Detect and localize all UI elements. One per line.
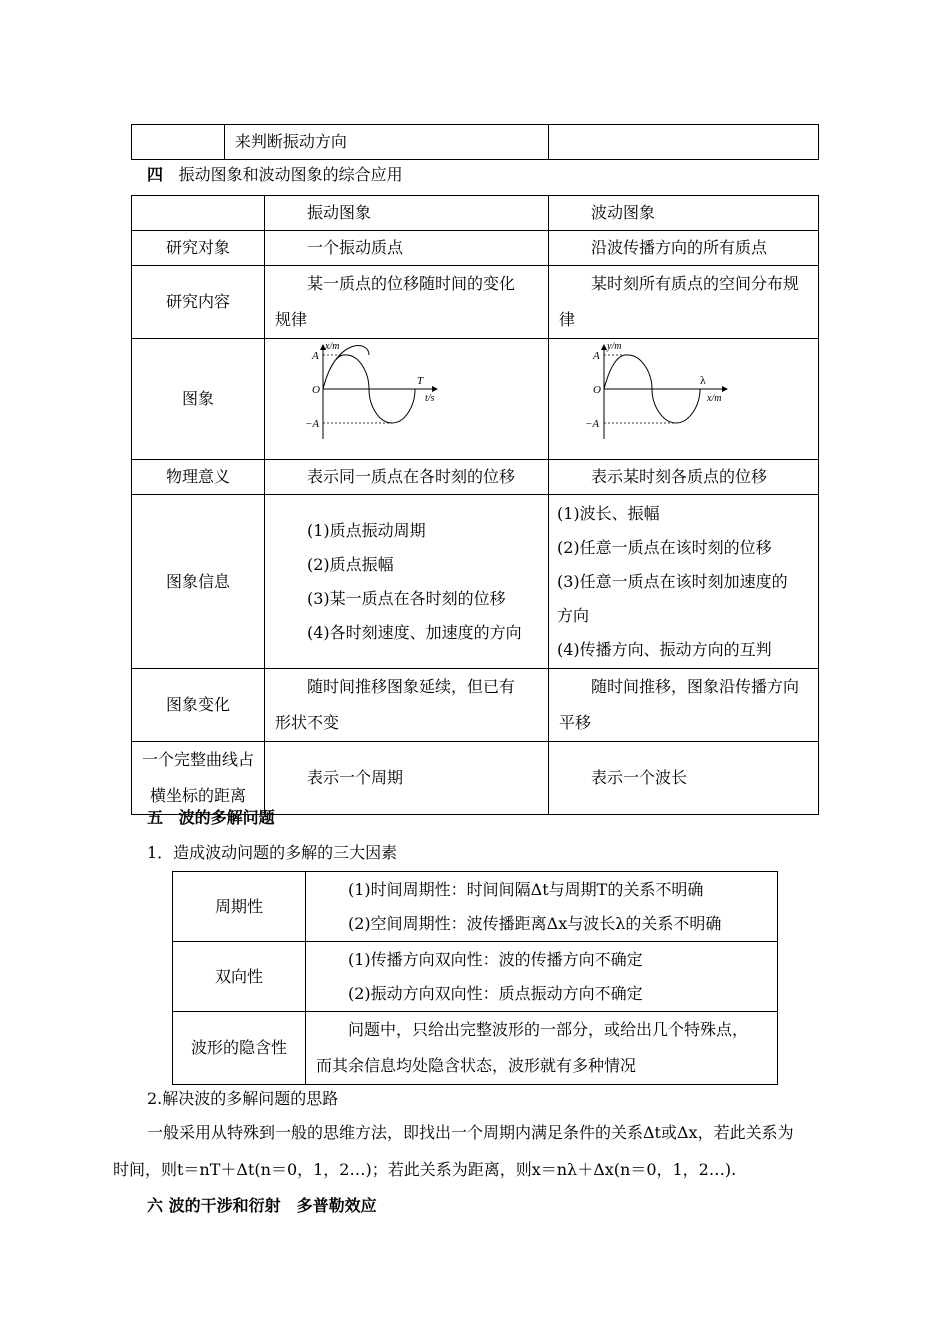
- factor-hidden-label: 波形的隐含性: [173, 1012, 306, 1085]
- wave-y-label: y/m: [607, 341, 622, 352]
- row-curve-label-line1: 一个完整曲线占: [141, 750, 254, 769]
- factor-hidden-line2: 而其余信息均处隐含状态，波形就有多种情况: [316, 1056, 637, 1075]
- vib-x-label: t/s: [425, 393, 435, 404]
- wave-amp-pos: A: [593, 350, 600, 362]
- info-wave-item: 方向: [557, 605, 590, 625]
- row-content-wave-line2: 律: [559, 310, 576, 329]
- row-change-wave-line1: 随时间推移，图象沿传播方向: [591, 677, 800, 696]
- wave-wavelength-label: λ: [700, 373, 706, 387]
- row-change-wave-line2: 平移: [559, 713, 592, 732]
- section5-heading: [147, 805, 275, 828]
- vib-amp-neg: −A: [305, 418, 320, 430]
- row-meaning-label: 物理意义: [132, 460, 265, 495]
- wave-amp-neg: −A: [585, 418, 600, 430]
- wave-x-label: x/m: [707, 393, 722, 404]
- row-content-vib-line1: 某一质点的位移随时间的变化: [307, 274, 516, 293]
- vib-amp-pos: A: [312, 350, 319, 362]
- header-vib: 振动图象: [265, 196, 549, 231]
- row-curve-vib: 表示一个周期: [265, 742, 549, 815]
- row-graph-wave: [549, 339, 819, 460]
- factor-bidir-line2: (2)振动方向双向性：质点振动方向不确定: [348, 983, 643, 1003]
- section5-title: 波的多解问题: [178, 808, 275, 827]
- factor-period-line2: (2)空间周期性：波传播距离Δx与波长λ的关系不明确: [348, 913, 722, 933]
- section4-number: 四: [147, 165, 164, 184]
- factor-hidden-line1: 问题中，只给出完整波形的一部分，或给出几个特殊点，: [348, 1020, 749, 1039]
- section4-heading: [147, 162, 403, 185]
- info-wave-item: (3)任意一质点在该时刻加速度的: [557, 571, 788, 591]
- factor-hidden-desc: [306, 1012, 778, 1085]
- top-empty-cell-right: [549, 125, 819, 160]
- info-wave-item: (1)波长、振幅: [557, 503, 660, 523]
- row-curve-wave: 表示一个波长: [549, 742, 819, 815]
- row-info-label: 图象信息: [132, 495, 265, 669]
- row-object-label: 研究对象: [132, 231, 265, 266]
- wave-graph: [549, 339, 818, 447]
- section5-para-line2: 时间，则t＝nT＋Δt(n＝0，1，2…)；若此关系为距离，则x＝nλ＋Δx(n＝0，1，2…).: [113, 1160, 737, 1179]
- top-text-cell: 来判断振动方向: [224, 125, 549, 160]
- section4-title: 振动图象和波动图象的综合应用: [178, 165, 403, 184]
- header-empty-cell: [132, 196, 265, 231]
- row-info-vib: [265, 495, 549, 669]
- row-change-wave: [549, 669, 819, 742]
- vib-period-label: T: [417, 375, 424, 387]
- top-table-fragment: [131, 124, 819, 160]
- vib-origin: O: [312, 384, 320, 396]
- row-change-vib: [265, 669, 549, 742]
- section6-heading: 六 波的干涉和衍射 多普勒效应: [147, 1196, 377, 1215]
- row-curve-label-line2: 横坐标的距离: [149, 786, 246, 805]
- row-change-vib-line1: 随时间推移图象延续，但已有: [307, 677, 516, 696]
- factor-bidir-label: 双向性: [173, 942, 306, 1012]
- factor-period-desc: [306, 872, 778, 942]
- row-graph-vib: [265, 339, 549, 460]
- factor-period-label: 周期性: [173, 872, 306, 942]
- row-meaning-vib: 表示同一质点在各时刻的位移: [265, 460, 549, 495]
- row-change-vib-line2: 形状不变: [275, 713, 340, 732]
- wave-origin: O: [593, 384, 601, 396]
- vibration-graph: [265, 339, 548, 447]
- info-wave-item: (2)任意一质点在该时刻的位移: [557, 537, 772, 557]
- section5-para-line1: 一般采用从特殊到一般的思维方法，即找出一个周期内满足条件的关系Δt或Δx，若此关系为: [147, 1123, 794, 1142]
- section5-sub2: 2.解决波的多解问题的思路: [147, 1089, 339, 1108]
- info-wave-item: (4)传播方向、振动方向的互判: [557, 639, 772, 659]
- row-content-vib: [265, 266, 549, 339]
- row-content-wave: [549, 266, 819, 339]
- info-vib-item: (1)质点振动周期: [307, 520, 426, 540]
- section5-sub1: 1．造成波动问题的多解的三大因素: [147, 843, 398, 862]
- top-empty-cell: [132, 125, 225, 160]
- factor-bidir-line1: (1)传播方向双向性：波的传播方向不确定: [348, 949, 643, 969]
- row-object-wave: 沿波传播方向的所有质点: [549, 231, 819, 266]
- info-vib-item: (2)质点振幅: [307, 554, 394, 574]
- row-content-vib-line2: 规律: [275, 310, 308, 329]
- header-wave: 波动图象: [549, 196, 819, 231]
- row-meaning-wave: 表示某时刻各质点的位移: [549, 460, 819, 495]
- factor-bidir-desc: [306, 942, 778, 1012]
- vib-y-label: x/m: [325, 341, 340, 352]
- row-content-wave-line1: 某时刻所有质点的空间分布规: [591, 274, 800, 293]
- factor-period-line1: (1)时间周期性：时间间隔Δt与周期T的关系不明确: [348, 879, 704, 899]
- info-vib-item: (3)某一质点在各时刻的位移: [307, 588, 506, 608]
- row-change-label: 图象变化: [132, 669, 265, 742]
- row-info-wave: [549, 495, 819, 669]
- row-graph-label: 图象: [132, 339, 265, 460]
- row-object-vib: 一个振动质点: [265, 231, 549, 266]
- row-curve-label: [132, 742, 265, 815]
- section5-number: 五: [147, 808, 164, 827]
- factors-table: [172, 871, 778, 1085]
- row-content-label: 研究内容: [132, 266, 265, 339]
- vib-sine-curve: [323, 346, 415, 423]
- info-vib-item: (4)各时刻速度、加速度的方向: [307, 622, 522, 642]
- comparison-table: [131, 195, 819, 815]
